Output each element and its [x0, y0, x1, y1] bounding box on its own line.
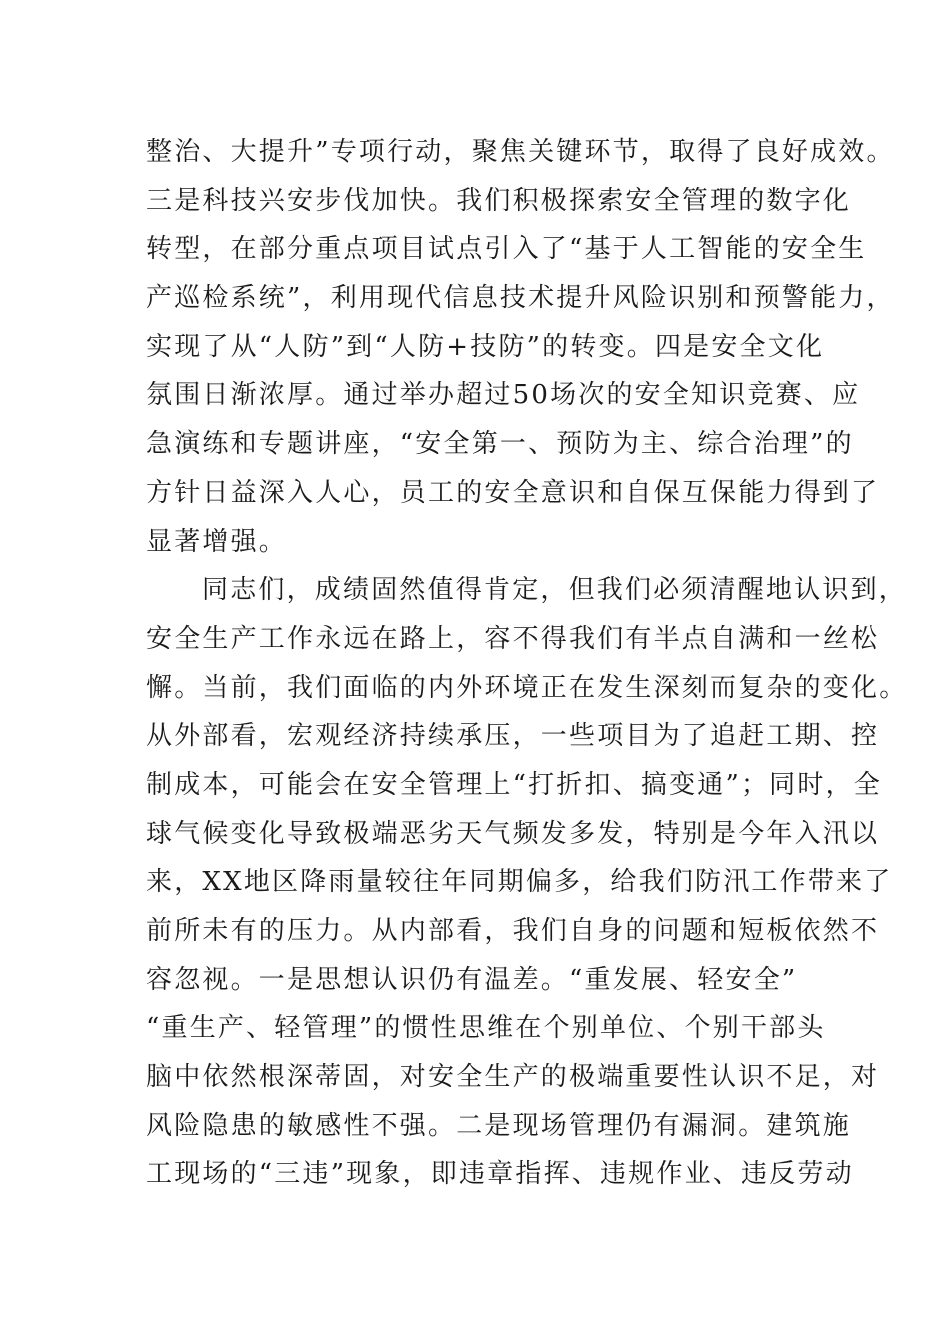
text-line: 急演练和专题讲座，“安全第一、预防为主、综合治理”的: [146, 429, 854, 460]
text-line: 从外部看，宏观经济持续承压，一些项目为了追赶工期、控: [146, 721, 880, 752]
text-line: 三是科技兴安步伐加快。我们积极探索安全管理的数字化: [146, 185, 852, 216]
text-line: 懈。当前，我们面临的内外环境正在发生深刻而复杂的变化。: [146, 672, 908, 703]
text-line: 制成本，可能会在安全管理上“打折扣、搞变通”；同时，全: [146, 769, 882, 800]
text-line: 方针日益深入人心，员工的安全意识和自保互保能力得到了: [146, 477, 880, 508]
text-line: 工现场的“三违”现象，即违章指挥、违规作业、违反劳动: [146, 1159, 854, 1190]
text-line: 风险隐患的敏感性不强。二是现场管理仍有漏洞。建筑施: [146, 1110, 852, 1141]
text-line: 显著增强。: [146, 526, 288, 557]
text-line: 容忽视。一是思想认识仍有温差。“重发展、轻安全”: [146, 964, 798, 995]
text-line: 转型，在部分重点项目试点引入了“基于人工智能的安全生: [146, 234, 867, 265]
text-line: 前所未有的压力。从内部看，我们自身的问题和短板依然不: [146, 916, 880, 946]
text-line: 整治、大提升”专项行动，聚焦关键环节，取得了良好成效。: [146, 137, 895, 167]
paragraph-start-line: 同志们，成绩固然值得肯定，但我们必须清醒地认识到，: [202, 575, 908, 606]
body-text: [146, 128, 908, 1199]
text-line: 氛围日渐浓厚。通过举办超过50场次的安全知识竞赛、应: [146, 380, 861, 411]
text-line: 安全生产工作永远在路上，容不得我们有半点自满和一丝松: [146, 623, 880, 654]
text-line: 实现了从“人防”到“人防+技防”的转变。四是安全文化: [146, 331, 825, 362]
text-line: 脑中依然根深蒂固，对安全生产的极端重要性认识不足，对: [146, 1062, 880, 1093]
text-line: 产巡检系统”，利用现代信息技术提升风险识别和预警能力，: [146, 283, 895, 314]
text-line: 球气候变化导致极端恶劣天气频发多发，特别是今年入汛以: [146, 818, 880, 849]
text-line: 来，XX地区降雨量较往年同期偏多，给我们防汛工作带来了: [146, 867, 893, 898]
text-line: “重生产、轻管理”的惯性思维在个别单位、个别干部头: [146, 1013, 826, 1044]
